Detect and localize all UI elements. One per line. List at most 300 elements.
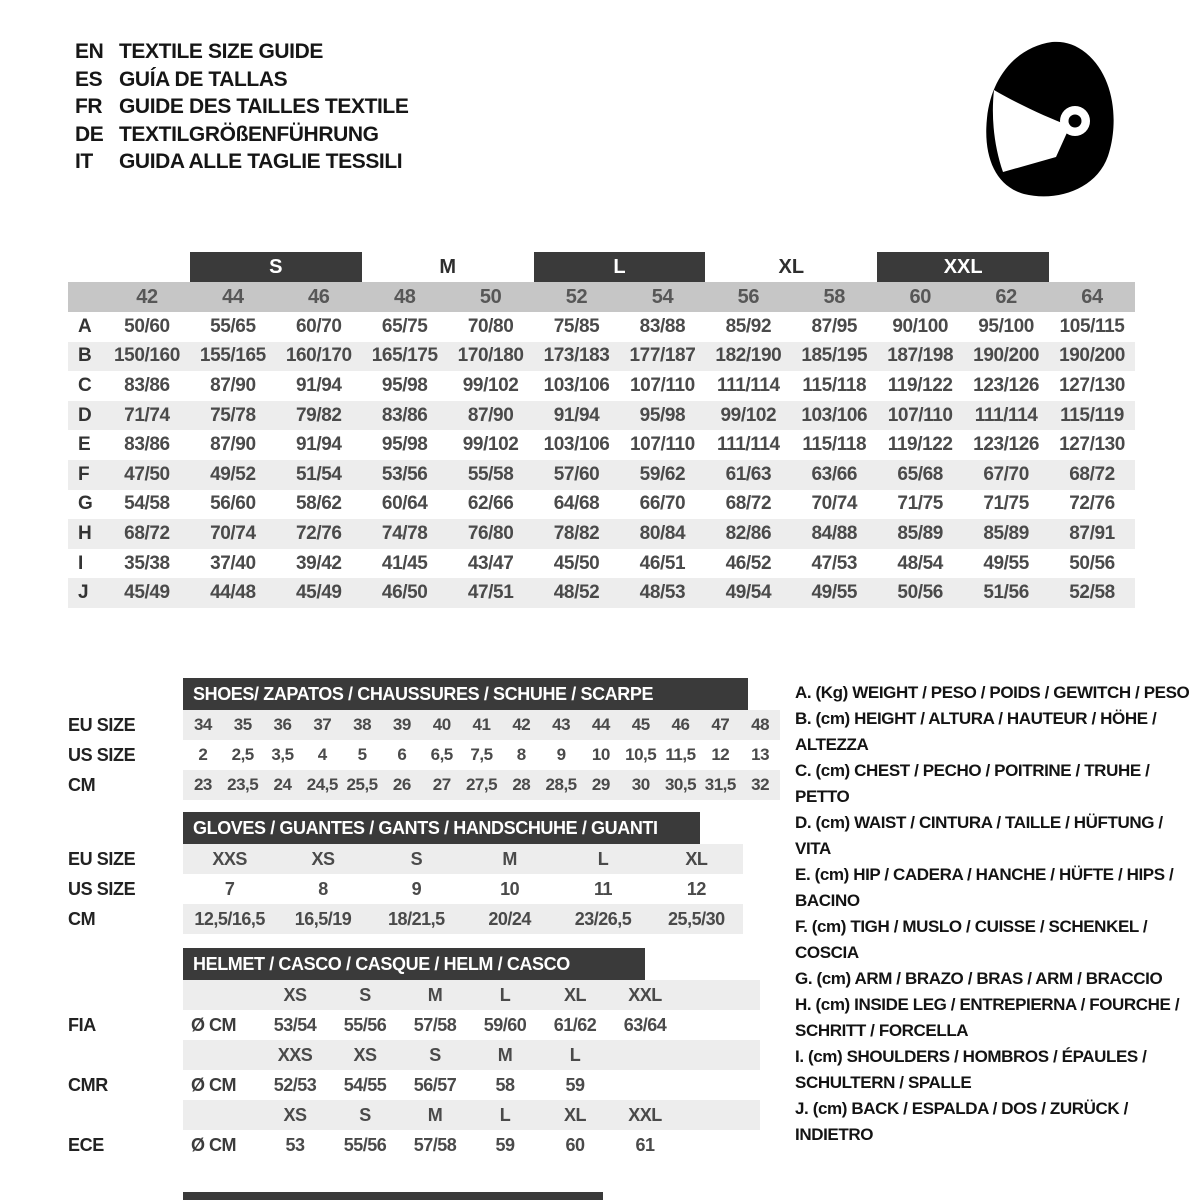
size-value: 11 (593, 878, 612, 899)
size-value: 28 (512, 775, 531, 794)
size-value: 25,5 (346, 775, 378, 794)
size-group-xxl: XXL (877, 252, 1049, 282)
legend-item: D. (cm) WAIST / CINTURA / TAILLE / HÜFTUNG / VITA (795, 813, 1163, 858)
measurement-value: 49/54 (725, 582, 772, 604)
measurement-value: 41/45 (381, 552, 428, 574)
measurement-row (68, 549, 1135, 579)
size-number: 50 (479, 285, 502, 308)
size-value: 10 (500, 878, 520, 899)
size-value: 27 (432, 775, 451, 794)
standard-label: ECE (68, 1134, 104, 1155)
measurement-value: 91/94 (553, 404, 600, 426)
measurement-row (68, 460, 1135, 490)
language-code: FR (75, 95, 103, 118)
measurement-value: 87/95 (811, 315, 858, 337)
size-value: L (597, 848, 609, 869)
row-label: CM (68, 908, 96, 929)
size-row (68, 844, 788, 874)
measurement-value: 39/42 (296, 552, 342, 574)
helmet-value-row (68, 1130, 788, 1160)
helmet-sizes (183, 1040, 760, 1070)
size-value: 38 (353, 715, 372, 734)
measurement-value: 182/190 (715, 345, 782, 367)
language-row (75, 66, 408, 94)
size-value: 32 (751, 775, 770, 794)
measurement-rows (68, 312, 1135, 608)
measurement-value: 48/54 (897, 552, 943, 574)
row-label: US SIZE (68, 878, 136, 899)
measurement-row (68, 430, 1135, 460)
measurement-value: 70/74 (210, 522, 256, 544)
size-value: 12,5/16,5 (194, 908, 265, 929)
size-value: 46 (671, 715, 690, 734)
measurement-value: 170/180 (457, 345, 524, 367)
measurement-value: 56/60 (210, 493, 256, 515)
helmet-values (183, 1130, 760, 1160)
size-value: 23 (193, 775, 212, 794)
measurement-value: 45/49 (296, 582, 342, 604)
measurement-value: 71/75 (983, 493, 1029, 515)
measurement-value: 66/70 (639, 493, 686, 515)
language-label: GUIDA ALLE TAGLIE TESSILI (119, 150, 403, 173)
measurement-value: 78/82 (553, 522, 600, 544)
measurement-value: 51/54 (296, 463, 342, 485)
row-letter: I (78, 552, 83, 574)
helmet-value: 59/60 (483, 1014, 527, 1035)
measurement-value: 59/62 (639, 463, 686, 485)
size-number: 42 (136, 285, 158, 308)
measurement-value: 67/70 (983, 463, 1029, 485)
language-row (75, 93, 408, 121)
measurement-value: 35/38 (124, 552, 170, 574)
measurement-value: 45/50 (553, 552, 600, 574)
size-value: 10,5 (625, 745, 657, 764)
helmet-value: 59 (495, 1134, 515, 1155)
measurement-value: 52/58 (1069, 582, 1115, 604)
size-value: 39 (392, 715, 411, 734)
helmet-size: XS (283, 984, 307, 1005)
measurement-value: 46/51 (639, 552, 686, 574)
size-value: 10 (591, 745, 610, 764)
shoes-section (68, 678, 788, 800)
size-value: XS (311, 848, 335, 869)
size-value: M (502, 848, 517, 869)
size-value: 47 (711, 715, 730, 734)
measurement-value: 187/198 (887, 345, 954, 367)
measurement-value: 83/86 (381, 404, 428, 426)
standard-label: CMR (68, 1074, 108, 1095)
measurement-value: 44/48 (210, 582, 256, 604)
measurement-value: 107/110 (630, 374, 695, 396)
measurement-value: 74/78 (381, 522, 428, 544)
measurement-value: 85/89 (983, 522, 1029, 544)
unit-label: Ø CM (191, 1014, 236, 1035)
measurement-value: 83/88 (639, 315, 686, 337)
measurement-value: 190/200 (1059, 345, 1125, 367)
measurement-legend (795, 680, 1197, 1148)
size-value: 2 (198, 745, 208, 764)
unit-label: Ø CM (191, 1134, 236, 1155)
helmet-value: 63/64 (623, 1014, 667, 1035)
measurement-value: 57/60 (553, 463, 600, 485)
language-label: TEXTILGRÖßENFÜHRUNG (119, 122, 379, 146)
shoes-title-bar: SHOES/ ZAPATOS / CHAUSSURES / SCHUHE / SCARPE (183, 678, 748, 710)
measurement-value: 95/100 (978, 315, 1034, 337)
size-number: 44 (222, 285, 244, 308)
helmet-size: S (429, 1044, 441, 1065)
size-value: 42 (512, 715, 531, 734)
size-value: 37 (313, 715, 332, 734)
measurement-value: 62/66 (467, 493, 514, 515)
helmet-size: XXL (628, 984, 662, 1005)
measurement-value: 72/76 (1069, 493, 1115, 515)
measurement-value: 185/195 (801, 345, 868, 367)
row-letter: A (78, 315, 92, 337)
measurement-value: 65/75 (381, 315, 428, 337)
size-number: 54 (651, 285, 674, 308)
measurement-value: 53/56 (381, 463, 428, 485)
row-letter: D (78, 404, 92, 426)
measurement-value: 84/88 (811, 522, 858, 544)
measurement-value: 60/64 (381, 493, 428, 515)
helmet-size: S (359, 984, 371, 1005)
row-letter: B (78, 345, 92, 367)
shoes-rows (68, 710, 788, 800)
legend-item: B. (cm) HEIGHT / ALTURA / HAUTEUR / HÖHE / ALTEZZA (795, 709, 1157, 754)
size-values (183, 740, 780, 770)
size-value: 30,5 (664, 775, 697, 794)
size-value: 2,5 (231, 745, 254, 764)
gloves-section (68, 812, 788, 934)
standard-label: FIA (68, 1014, 96, 1035)
measurement-value: 45/49 (124, 582, 170, 604)
measurement-value: 68/72 (124, 522, 170, 544)
measurement-value: 123/126 (973, 374, 1040, 396)
measurement-value: 111/114 (974, 404, 1038, 426)
measurement-value: 95/98 (639, 404, 686, 426)
measurement-value: 43/47 (467, 552, 514, 574)
helmet-value: 52/53 (273, 1074, 317, 1095)
measurement-value: 103/106 (543, 434, 610, 456)
measurement-value: 87/90 (210, 374, 256, 396)
gloves-title-bar: GLOVES / GUANTES / GANTS / HANDSCHUHE / GUANTI (183, 812, 700, 844)
helmet-values (183, 1010, 760, 1040)
numeric-size-band (68, 282, 1135, 312)
helmet-size-row (68, 1040, 788, 1070)
helmet-value: 61/62 (553, 1014, 597, 1035)
size-value: 31,5 (704, 775, 736, 794)
measurement-value: 123/126 (973, 434, 1040, 456)
measurement-value: 83/86 (124, 374, 170, 396)
helmet-values (183, 1070, 760, 1100)
measurement-value: 107/110 (887, 404, 953, 426)
measurement-value: 72/76 (296, 522, 342, 544)
measurement-value: 160/170 (285, 345, 352, 367)
measurement-value: 51/56 (983, 582, 1029, 604)
measurement-value: 87/91 (1069, 522, 1115, 544)
helmet-value: 58 (495, 1074, 515, 1095)
size-value: 5 (357, 745, 367, 764)
measurement-value: 190/200 (973, 345, 1040, 367)
size-value: 34 (193, 715, 212, 734)
measurement-value: 99/102 (462, 434, 519, 456)
measurement-value: 150/160 (114, 345, 180, 367)
measurement-row (68, 312, 1135, 342)
row-label: CM (68, 774, 96, 795)
language-code: IT (75, 150, 93, 173)
helmet-size: XL (563, 984, 586, 1005)
measurement-value: 54/58 (124, 493, 170, 515)
measurement-value: 76/80 (467, 522, 514, 544)
gloves-rows (68, 844, 788, 934)
measurement-value: 55/65 (210, 315, 256, 337)
measurement-value: 49/55 (983, 552, 1029, 574)
size-values (183, 844, 743, 874)
size-value: 4 (317, 745, 327, 764)
measurement-value: 55/58 (467, 463, 514, 485)
size-number: 56 (737, 285, 760, 308)
size-value: 6,5 (430, 745, 453, 764)
size-value: 23/26,5 (574, 908, 632, 929)
row-label (68, 1040, 183, 1070)
size-value: 28,5 (545, 775, 577, 794)
size-number: 52 (565, 285, 588, 308)
size-number: 62 (995, 285, 1017, 308)
helmet-value: 56/57 (413, 1074, 457, 1095)
measurement-value: 127/130 (1059, 434, 1125, 456)
size-value: XXS (212, 848, 247, 869)
measurement-value: 48/52 (553, 582, 600, 604)
size-value: 27,5 (465, 775, 498, 794)
helmet-section (68, 948, 788, 1160)
helmet-size: S (359, 1104, 371, 1125)
row-label (68, 1100, 183, 1130)
row-letter: F (78, 463, 90, 485)
row-letter: C (78, 374, 92, 396)
size-value: 26 (392, 775, 411, 794)
size-value: S (410, 848, 423, 869)
measurement-value: 107/110 (630, 434, 695, 456)
measurement-value: 99/102 (462, 374, 519, 396)
row-letter: G (78, 493, 93, 515)
measurement-value: 95/98 (381, 434, 428, 456)
legend-item: C. (cm) CHEST / PECHO / POITRINE / TRUHE / PETTO (795, 761, 1150, 806)
measurement-value: 70/80 (467, 315, 514, 337)
measurement-value: 99/102 (720, 404, 777, 426)
helmet-size: M (427, 984, 443, 1005)
measurement-value: 49/52 (210, 463, 256, 485)
size-value: 18/21,5 (388, 908, 445, 929)
helmet-sizes (183, 980, 760, 1010)
size-row (68, 904, 788, 934)
size-number: 48 (393, 285, 416, 308)
size-row (68, 740, 788, 770)
measurement-row (68, 490, 1135, 520)
size-value: 36 (273, 715, 292, 734)
size-value: 7,5 (470, 745, 493, 764)
language-code: ES (75, 67, 103, 91)
measurement-value: 155/165 (199, 345, 266, 367)
measurement-value: 91/94 (296, 374, 342, 396)
helmet-value-row (68, 1010, 788, 1040)
measurement-value: 119/122 (887, 374, 953, 396)
measurement-value: 47/51 (467, 582, 514, 604)
measurement-row (68, 519, 1135, 549)
size-value: 8 (318, 878, 328, 899)
measurement-value: 64/68 (553, 493, 600, 515)
measurement-value: 46/52 (725, 552, 772, 574)
cutoff-section-bar (183, 1192, 603, 1200)
size-value: 12 (711, 745, 730, 764)
size-value: 30 (631, 775, 650, 794)
measurement-value: 60/70 (296, 315, 342, 337)
language-label: GUIDE DES TAILLES TEXTILE (119, 95, 409, 118)
size-value: 9 (411, 878, 422, 899)
measurement-value: 47/50 (124, 463, 170, 485)
size-value: 24,5 (306, 775, 338, 794)
measurement-value: 75/78 (210, 404, 256, 426)
size-group-m: M (439, 256, 456, 278)
size-value: 24 (273, 775, 292, 794)
helmet-value: 55/56 (343, 1134, 387, 1155)
measurement-value: 87/90 (210, 434, 256, 456)
helmet-size: L (499, 984, 511, 1005)
helmet-size: L (499, 1104, 511, 1125)
size-value: 29 (591, 775, 610, 794)
size-values (183, 904, 743, 934)
row-letter: J (78, 582, 89, 604)
size-value: 48 (751, 715, 770, 734)
measurement-value: 173/183 (543, 345, 610, 367)
size-group-xl: XL (778, 256, 805, 278)
legend-item: I. (cm) SHOULDERS / HOMBROS / ÉPAULES / SCHULTERN / SPALLE (795, 1047, 1147, 1092)
measurement-value: 165/175 (371, 345, 438, 367)
row-letter: E (78, 434, 91, 456)
size-value: 41 (472, 715, 491, 734)
measurement-value: 103/106 (543, 374, 610, 396)
size-group-header-row (68, 252, 1135, 282)
helmet-value: 57/58 (413, 1134, 457, 1155)
measurement-value: 50/56 (897, 582, 943, 604)
helmet-value: 57/58 (413, 1014, 457, 1035)
language-code: EN (75, 40, 104, 63)
measurement-value: 83/86 (124, 434, 170, 456)
measurement-value: 91/94 (296, 434, 342, 456)
measurement-value: 79/82 (296, 404, 342, 426)
measurement-row (68, 342, 1135, 372)
size-value: 25,5/30 (668, 908, 725, 929)
racing-helmet-icon (978, 40, 1128, 200)
size-number: 60 (909, 285, 931, 308)
size-values (183, 874, 743, 904)
measurement-value: 58/62 (296, 493, 342, 515)
size-group-s: S (190, 252, 362, 282)
language-row (75, 121, 408, 149)
measurement-value: 115/118 (802, 374, 867, 396)
language-label: GUÍA DE TALLAS (119, 67, 288, 91)
helmet-size: XS (353, 1044, 377, 1065)
measurement-value: 105/115 (1059, 315, 1125, 337)
helmet-value: 53 (285, 1134, 305, 1155)
measurement-value: 63/66 (811, 463, 858, 485)
size-value: 7 (224, 878, 235, 899)
legend-item: G. (cm) ARM / BRAZO / BRAS / ARM / BRACCIO (795, 969, 1163, 988)
measurement-value: 47/53 (811, 552, 858, 574)
helmet-sizes (183, 1100, 760, 1130)
row-label: EU SIZE (68, 848, 136, 869)
textile-size-table (68, 252, 1135, 608)
size-value: 23,5 (227, 775, 259, 794)
measurement-value: 46/50 (381, 582, 428, 604)
measurement-value: 71/75 (897, 493, 943, 515)
measurement-value: 61/63 (725, 463, 772, 485)
size-value: 40 (432, 715, 451, 734)
size-number: 58 (823, 285, 845, 308)
language-row (75, 38, 408, 66)
helmet-size: XXL (628, 1104, 662, 1125)
measurement-value: 75/85 (553, 315, 600, 337)
size-value: 43 (552, 715, 571, 734)
row-label (68, 980, 183, 1010)
size-value: 12 (686, 878, 706, 899)
helmet-value: 54/55 (343, 1074, 387, 1095)
helmet-size: L (569, 1044, 581, 1065)
measurement-value: 87/90 (467, 404, 514, 426)
helmet-size: M (497, 1044, 513, 1065)
measurement-value: 82/86 (725, 522, 772, 544)
measurement-row (68, 371, 1135, 401)
size-number: 64 (1081, 285, 1103, 308)
size-row (68, 874, 788, 904)
measurement-row (68, 578, 1135, 608)
language-row (75, 148, 408, 176)
size-value: 8 (516, 745, 526, 764)
measurement-value: 50/60 (124, 315, 170, 337)
language-title-list (75, 38, 408, 176)
helmet-value: 60 (565, 1134, 585, 1155)
measurement-value: 68/72 (1069, 463, 1115, 485)
language-code: DE (75, 122, 104, 146)
measurement-value: 111/114 (716, 374, 780, 396)
measurement-value: 49/55 (811, 582, 858, 604)
helmet-size-row (68, 1100, 788, 1130)
helmet-value: 53/54 (273, 1014, 317, 1035)
size-values (183, 770, 780, 800)
measurement-value: 103/106 (801, 404, 868, 426)
legend-item: J. (cm) BACK / ESPALDA / DOS / ZURÜCK / INDIETRO (795, 1099, 1128, 1144)
measurement-value: 95/98 (381, 374, 428, 396)
size-value: 35 (233, 715, 252, 734)
helmet-size: XS (283, 1104, 307, 1125)
size-value: 20/24 (488, 908, 531, 929)
measurement-value: 37/40 (210, 552, 256, 574)
measurement-value: 70/74 (811, 493, 858, 515)
measurement-value: 177/187 (629, 345, 696, 367)
measurement-value: 90/100 (892, 315, 949, 337)
size-group-l: L (534, 252, 706, 282)
measurement-value: 71/74 (124, 404, 170, 426)
size-row (68, 770, 788, 800)
row-label: EU SIZE (68, 714, 136, 735)
helmet-title-bar: HELMET / CASCO / CASQUE / HELM / CASCO (183, 948, 645, 980)
measurement-value: 85/92 (725, 315, 772, 337)
helmet-value: 59 (565, 1074, 585, 1095)
size-value: XL (685, 848, 708, 869)
measurement-value: 115/118 (802, 434, 867, 456)
measurement-value: 85/89 (897, 522, 943, 544)
size-value: 44 (591, 715, 610, 734)
unit-label: Ø CM (191, 1074, 236, 1095)
